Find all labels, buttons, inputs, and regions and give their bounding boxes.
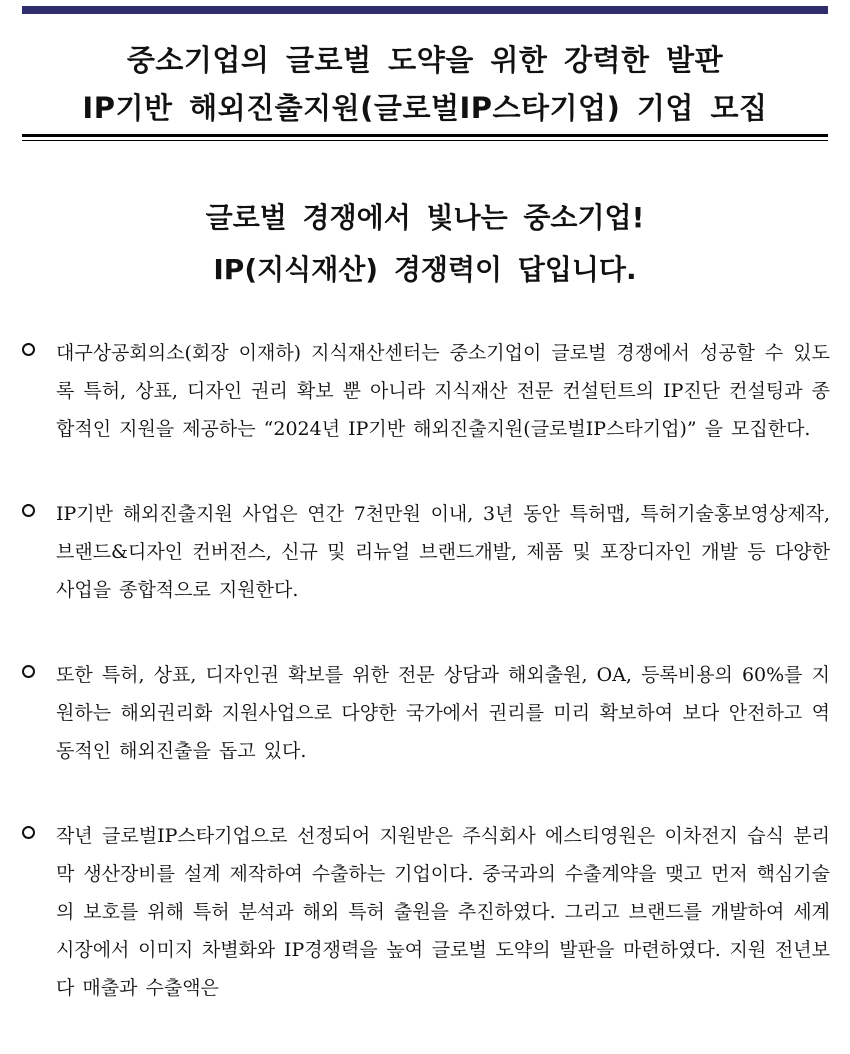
title-line-2: IP기반 해외진출지원(글로벌IP스타기업) 기업 모집 (82, 91, 768, 125)
paragraph-text: IP기반 해외진출지원 사업은 연간 7천만원 이내, 3년 동안 특허맵, 특허기술홍보영상제작, 브랜드&디자인 컨버전스, 신규 및 리뉴얼 브랜드개발, 제품 및 포장디자인 개발 등 다양한 사업을 종합적으로 지원한다. (56, 503, 830, 601)
headline (22, 192, 828, 296)
hollow-circle-bullet-icon (22, 665, 35, 678)
top-accent-rule (22, 6, 828, 14)
hollow-circle-bullet-icon (22, 504, 35, 517)
headline-line-1: 글로벌 경쟁에서 빛나는 중소기업! (205, 201, 645, 234)
title-divider-thin (22, 140, 828, 141)
paragraph-2 (22, 495, 830, 609)
paragraph-text: 대구상공회의소(회장 이재하) 지식재산센터는 중소기업이 글로벌 경쟁에서 성공할 수 있도록 특허, 상표, 디자인 권리 확보 뿐 아니라 지식재산 전문 컨설턴트의 IP진단 컨설팅과 종합적인 지원을 제공하는 “2024년 IP기반 해외진출지원(글로벌IP스타기업)” 을 모집한다. (56, 342, 830, 440)
paragraph-1 (22, 334, 830, 448)
hollow-circle-bullet-icon (22, 826, 35, 839)
title-divider-thick (22, 134, 828, 137)
paragraph-text: 작년 글로벌IP스타기업으로 선정되어 지원받은 주식회사 에스티영원은 이차전지 습식 분리막 생산장비를 설계 제작하여 수출하는 기업이다. 중국과의 수출계약을 맺고 먼저 핵심기술의 보호를 위해 특허 분석과 해외 특허 출원을 추진하였다. 그리고 브랜드를 개발하여 세계 시장에서 이미지 차별화와 IP경쟁력을 높여 글로벌 도약의 발판을 마련하였다. 지원 전년보다 매출과 수출액은 (56, 825, 830, 999)
paragraph-4 (22, 817, 830, 1007)
title-line-1: 중소기업의 글로벌 도약을 위한 강력한 발판 (126, 43, 724, 77)
hollow-circle-bullet-icon (22, 343, 35, 356)
body-paragraphs (22, 334, 830, 1054)
headline-line-2: IP(지식재산) 경쟁력이 답입니다. (213, 253, 637, 286)
paragraph-3 (22, 656, 830, 770)
document-title (22, 36, 828, 132)
paragraph-text: 또한 특허, 상표, 디자인권 확보를 위한 전문 상담과 해외출원, OA, 등록비용의 60%를 지원하는 해외권리화 지원사업으로 다양한 국가에서 권리를 미리 확보하여 보다 안전하고 역동적인 해외진출을 돕고 있다. (56, 664, 830, 762)
